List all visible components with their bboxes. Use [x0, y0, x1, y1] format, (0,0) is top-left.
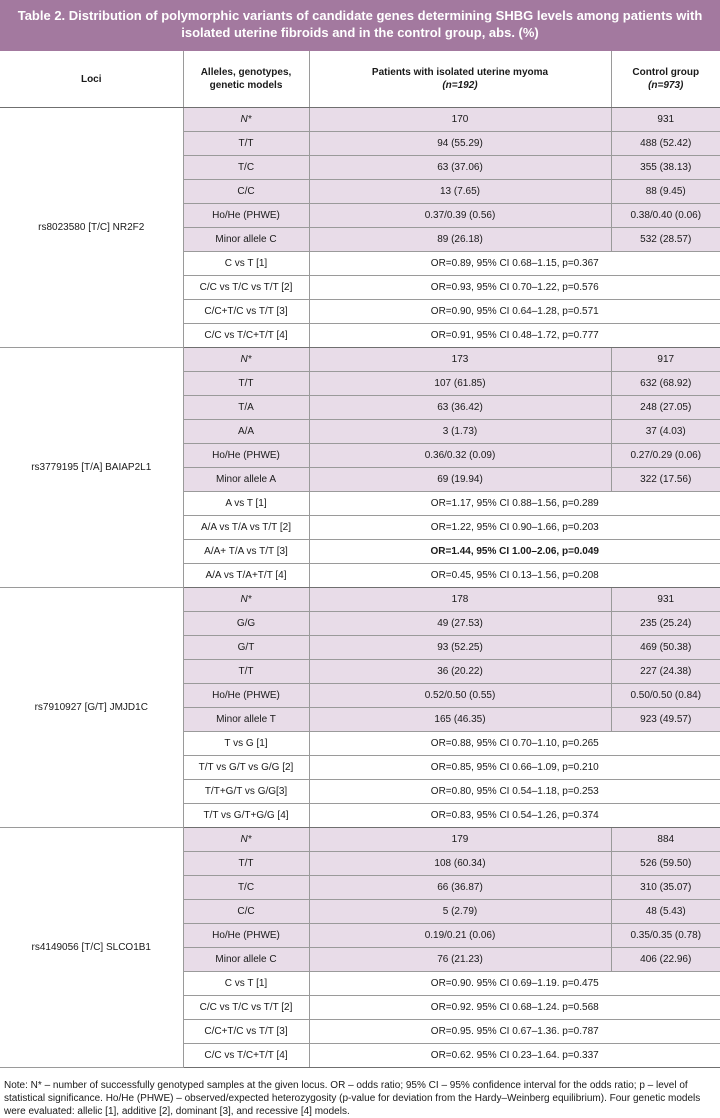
- genotype-label-cell: N*: [183, 108, 309, 132]
- control-value-cell: 469 (50.38): [611, 636, 720, 660]
- model-stat-cell: OR=0.93, 95% CI 0.70–1.22, p=0.576: [309, 276, 720, 300]
- patients-value-cell: 66 (36.87): [309, 876, 611, 900]
- control-value-cell: 248 (27.05): [611, 396, 720, 420]
- patients-value-cell: 89 (26.18): [309, 228, 611, 252]
- model-stat-cell: OR=0.92. 95% CI 0.68–1.24. p=0.568: [309, 996, 720, 1020]
- control-value-cell: 0.27/0.29 (0.06): [611, 444, 720, 468]
- patients-value-cell: 108 (60.34): [309, 852, 611, 876]
- control-value-cell: 48 (5.43): [611, 900, 720, 924]
- patients-value-cell: 0.52/0.50 (0.55): [309, 684, 611, 708]
- control-value-cell: 0.38/0.40 (0.06): [611, 204, 720, 228]
- model-label-cell: T/T+G/T vs G/G[3]: [183, 780, 309, 804]
- patients-value-cell: 93 (52.25): [309, 636, 611, 660]
- patients-value-cell: 13 (7.65): [309, 180, 611, 204]
- model-stat-cell: OR=0.90, 95% CI 0.64–1.28, p=0.571: [309, 300, 720, 324]
- genotype-label-cell: G/G: [183, 612, 309, 636]
- locus-cell: rs7910927 [G/T] JMJD1C: [0, 588, 183, 828]
- control-value-cell: 923 (49.57): [611, 708, 720, 732]
- locus-group: [0, 588, 720, 828]
- model-label-cell: C/C vs T/C+T/T [4]: [183, 1044, 309, 1068]
- control-value-cell: 355 (38.13): [611, 156, 720, 180]
- header-control-label: Control group: [632, 67, 700, 78]
- patients-value-cell: 3 (1.73): [309, 420, 611, 444]
- model-stat-cell: OR=1.44, 95% CI 1.00–2.06, p=0.049: [309, 540, 720, 564]
- patients-value-cell: 76 (21.23): [309, 948, 611, 972]
- model-label-cell: C/C vs T/C vs T/T [2]: [183, 276, 309, 300]
- patients-value-cell: 107 (61.85): [309, 372, 611, 396]
- model-stat-cell: OR=1.22, 95% CI 0.90–1.66, p=0.203: [309, 516, 720, 540]
- patients-value-cell: 178: [309, 588, 611, 612]
- model-stat-cell: OR=0.45, 95% CI 0.13–1.56, p=0.208: [309, 564, 720, 588]
- patients-value-cell: 0.19/0.21 (0.06): [309, 924, 611, 948]
- patients-value-cell: 63 (36.42): [309, 396, 611, 420]
- model-label-cell: A/A vs T/A vs T/T [2]: [183, 516, 309, 540]
- model-label-cell: T vs G [1]: [183, 732, 309, 756]
- genotype-label-cell: A/A: [183, 420, 309, 444]
- genotype-label-cell: T/T: [183, 660, 309, 684]
- model-label-cell: A/A vs T/A+T/T [4]: [183, 564, 309, 588]
- locus-cell: rs8023580 [T/C] NR2F2: [0, 108, 183, 348]
- model-label-cell: T/T vs G/T+G/G [4]: [183, 804, 309, 828]
- header-patients-n: (n=192): [442, 80, 478, 91]
- control-value-cell: 0.50/0.50 (0.84): [611, 684, 720, 708]
- table-row: [0, 588, 720, 612]
- header-control: [611, 51, 720, 108]
- control-value-cell: 488 (52.42): [611, 132, 720, 156]
- control-value-cell: 931: [611, 588, 720, 612]
- model-stat-cell: OR=0.89, 95% CI 0.68–1.15, p=0.367: [309, 252, 720, 276]
- model-label-cell: C/C vs T/C vs T/T [2]: [183, 996, 309, 1020]
- patients-value-cell: 5 (2.79): [309, 900, 611, 924]
- control-value-cell: 917: [611, 348, 720, 372]
- header-patients: [309, 51, 611, 108]
- genotype-label-cell: Minor allele T: [183, 708, 309, 732]
- model-stat-cell: OR=0.91, 95% CI 0.48–1.72, p=0.777: [309, 324, 720, 348]
- control-value-cell: 532 (28.57): [611, 228, 720, 252]
- table-row: [0, 348, 720, 372]
- genotype-label-cell: Ho/He (PHWE): [183, 924, 309, 948]
- genotype-table: [0, 51, 720, 1068]
- locus-group: [0, 348, 720, 588]
- model-stat-cell: OR=0.88, 95% CI 0.70–1.10, p=0.265: [309, 732, 720, 756]
- header-loci: Loci: [0, 51, 183, 108]
- header-patients-label: Patients with isolated uterine myoma: [371, 67, 549, 78]
- control-value-cell: 884: [611, 828, 720, 852]
- control-value-cell: 88 (9.45): [611, 180, 720, 204]
- patients-value-cell: 69 (19.94): [309, 468, 611, 492]
- model-label-cell: C vs T [1]: [183, 252, 309, 276]
- genotype-label-cell: N*: [183, 348, 309, 372]
- model-stat-cell: OR=0.95. 95% CI 0.67–1.36. p=0.787: [309, 1020, 720, 1044]
- genotype-label-cell: G/T: [183, 636, 309, 660]
- patients-value-cell: 63 (37.06): [309, 156, 611, 180]
- control-value-cell: 227 (24.38): [611, 660, 720, 684]
- model-label-cell: C/C+T/C vs T/T [3]: [183, 300, 309, 324]
- patients-value-cell: 165 (46.35): [309, 708, 611, 732]
- model-label-cell: A vs T [1]: [183, 492, 309, 516]
- genotype-label-cell: Ho/He (PHWE): [183, 204, 309, 228]
- genotype-label-cell: T/A: [183, 396, 309, 420]
- patients-value-cell: 49 (27.53): [309, 612, 611, 636]
- patients-value-cell: 170: [309, 108, 611, 132]
- genotype-label-cell: T/C: [183, 156, 309, 180]
- control-value-cell: 406 (22.96): [611, 948, 720, 972]
- genotype-label-cell: N*: [183, 828, 309, 852]
- header-row: [0, 51, 720, 108]
- header-control-n: (n=973): [648, 80, 684, 91]
- header-alleles: Alleles, genotypes, genetic models: [183, 51, 309, 108]
- control-value-cell: 526 (59.50): [611, 852, 720, 876]
- genotype-label-cell: C/C: [183, 180, 309, 204]
- model-label-cell: A/A+ T/A vs T/T [3]: [183, 540, 309, 564]
- genotype-label-cell: Minor allele C: [183, 228, 309, 252]
- genotype-label-cell: Ho/He (PHWE): [183, 444, 309, 468]
- model-stat-cell: OR=1.17, 95% CI 0.88–1.56, p=0.289: [309, 492, 720, 516]
- model-stat-cell: OR=0.90. 95% CI 0.69–1.19. p=0.475: [309, 972, 720, 996]
- model-stat-cell: OR=0.62. 95% CI 0.23–1.64. p=0.337: [309, 1044, 720, 1068]
- model-label-cell: C/C+T/C vs T/T [3]: [183, 1020, 309, 1044]
- control-value-cell: 322 (17.56): [611, 468, 720, 492]
- model-label-cell: C/C vs T/C+T/T [4]: [183, 324, 309, 348]
- model-label-cell: C vs T [1]: [183, 972, 309, 996]
- model-label-cell: T/T vs G/T vs G/G [2]: [183, 756, 309, 780]
- genotype-label-cell: T/T: [183, 852, 309, 876]
- model-stat-cell: OR=0.85, 95% CI 0.66–1.09, p=0.210: [309, 756, 720, 780]
- genotype-label-cell: N*: [183, 588, 309, 612]
- control-value-cell: 310 (35.07): [611, 876, 720, 900]
- genotype-label-cell: C/C: [183, 900, 309, 924]
- table-row: [0, 828, 720, 852]
- model-stat-cell: OR=0.80, 95% CI 0.54–1.18, p=0.253: [309, 780, 720, 804]
- locus-group: [0, 108, 720, 348]
- control-value-cell: 931: [611, 108, 720, 132]
- genotype-label-cell: Ho/He (PHWE): [183, 684, 309, 708]
- genotype-label-cell: T/T: [183, 372, 309, 396]
- genotype-label-cell: T/T: [183, 132, 309, 156]
- genotype-label-cell: Minor allele C: [183, 948, 309, 972]
- patients-value-cell: 173: [309, 348, 611, 372]
- table-note: Note: N* – number of successfully genotyped samples at the given locus. OR – odds ratio; 95% CI – 95% confidence interval for the odds ratio; p – level of statistical significance. Ho/He (PHWE) – observed/expected heterozygosity (p-value for deviation from the Hardy–Weinberg equilibrium). Four genetic models were evaluated: allelic [1], additive [2], dominant [3], and recessive [4] models.: [4, 1080, 701, 1117]
- table-row: [0, 108, 720, 132]
- patients-value-cell: 0.37/0.39 (0.56): [309, 204, 611, 228]
- genotype-label-cell: T/C: [183, 876, 309, 900]
- locus-cell: rs3779195 [T/A] BAIAP2L1: [0, 348, 183, 588]
- patients-value-cell: 94 (55.29): [309, 132, 611, 156]
- locus-cell: rs4149056 [T/C] SLCO1B1: [0, 828, 183, 1068]
- table-title: Table 2. Distribution of polymorphic variants of candidate genes determining SHBG levels among patients with isolated uterine fibroids and in the control group, abs. (%): [0, 0, 720, 51]
- locus-group: [0, 828, 720, 1068]
- control-value-cell: 37 (4.03): [611, 420, 720, 444]
- patients-value-cell: 179: [309, 828, 611, 852]
- model-stat-cell: OR=0.83, 95% CI 0.54–1.26, p=0.374: [309, 804, 720, 828]
- control-value-cell: 235 (25.24): [611, 612, 720, 636]
- patients-value-cell: 36 (20.22): [309, 660, 611, 684]
- control-value-cell: 632 (68.92): [611, 372, 720, 396]
- control-value-cell: 0.35/0.35 (0.78): [611, 924, 720, 948]
- patients-value-cell: 0.36/0.32 (0.09): [309, 444, 611, 468]
- genotype-label-cell: Minor allele A: [183, 468, 309, 492]
